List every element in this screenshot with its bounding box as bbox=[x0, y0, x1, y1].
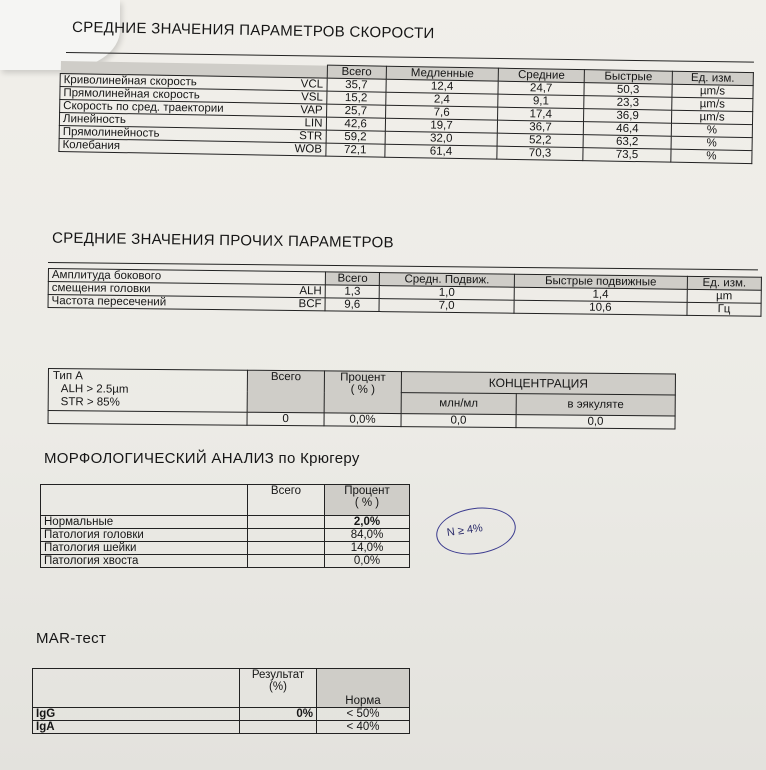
morph-row-value: 84,0% bbox=[325, 529, 410, 542]
typeA-line-3: STR > 85% bbox=[60, 396, 120, 409]
velocity-cell: 35,7 bbox=[326, 78, 386, 92]
other-cell: 10,6 bbox=[514, 300, 687, 315]
other-table bbox=[48, 268, 762, 317]
typeA-header-conc: КОНЦЕНТРАЦИЯ bbox=[401, 372, 675, 395]
typeA-total: 0 bbox=[247, 412, 324, 426]
typeA-conc-ml: 0,0 bbox=[401, 414, 516, 428]
velocity-cell: % bbox=[671, 136, 752, 150]
mar-row-label: IgA bbox=[33, 721, 240, 734]
typeA-criteria bbox=[48, 369, 247, 413]
velocity-row-code: LIN bbox=[304, 117, 323, 130]
mar-header-result: Результат (%) bbox=[240, 669, 317, 708]
velocity-cell: 23,3 bbox=[584, 96, 672, 111]
typeA-header-percent: Процент ( % ) bbox=[324, 371, 401, 414]
morph-row bbox=[41, 529, 410, 542]
mar-row-norm: < 40% bbox=[317, 721, 410, 734]
other-label-top: Амплитуда бокового bbox=[48, 269, 325, 285]
velocity-cell: 12,4 bbox=[386, 79, 498, 94]
velocity-cell: µm/s bbox=[672, 97, 753, 111]
velocity-cell: % bbox=[671, 123, 752, 137]
velocity-row-code: VSL bbox=[301, 91, 323, 104]
other-cell: 9,6 bbox=[325, 298, 380, 312]
morph-row-label: Патология головки bbox=[41, 529, 248, 542]
velocity-cell: 32,0 bbox=[385, 131, 497, 146]
other-title: СРЕДНИЕ ЗНАЧЕНИЯ ПРОЧИХ ПАРАМЕТРОВ bbox=[51, 229, 394, 252]
velocity-row-code: VAP bbox=[300, 104, 323, 117]
other-header-unit: Ед. изм. bbox=[687, 276, 761, 290]
other-row-code: ALH bbox=[299, 285, 322, 298]
typeA-line-2: ALH > 2.5µm bbox=[60, 383, 129, 396]
velocity-row-label: Колебания WOB bbox=[59, 138, 326, 156]
morph-row-label: Патология шейки bbox=[41, 542, 248, 555]
velocity-cell: 59,2 bbox=[326, 130, 386, 144]
morph-row bbox=[41, 516, 410, 529]
velocity-cell: 72,1 bbox=[325, 143, 385, 157]
other-cell: 1,4 bbox=[514, 287, 687, 302]
velocity-cell: 25,7 bbox=[326, 104, 386, 118]
velocity-table bbox=[58, 60, 753, 164]
other-header-medium: Средн. Подвиж. bbox=[380, 273, 515, 288]
velocity-cell: 61,4 bbox=[385, 144, 497, 159]
norm-note: N ≥ 4% bbox=[446, 522, 484, 539]
velocity-cell: 73,5 bbox=[583, 148, 671, 163]
mar-row-norm: < 50% bbox=[317, 708, 410, 721]
mar-row bbox=[33, 721, 410, 734]
velocity-cell: % bbox=[671, 149, 752, 163]
typeA-table bbox=[48, 368, 676, 429]
other-row-label: смещения головки ALH bbox=[48, 282, 325, 298]
velocity-cell: 7,6 bbox=[386, 105, 498, 120]
mar-header-norm: Норма bbox=[317, 669, 410, 708]
velocity-header-fast: Быстрые bbox=[584, 70, 672, 85]
velocity-cell: 36,7 bbox=[497, 120, 583, 134]
velocity-row-label: Линейность LIN bbox=[59, 113, 326, 131]
typeA-header-conc-ml: млн/мл bbox=[401, 393, 516, 415]
other-cell: 1,0 bbox=[380, 286, 515, 301]
velocity-cell: 52,2 bbox=[497, 133, 583, 147]
mar-table bbox=[32, 668, 410, 734]
typeA-percent: 0,0% bbox=[324, 413, 401, 427]
velocity-cell: 50,3 bbox=[584, 83, 672, 98]
morph-row-label: Патология хвоста bbox=[41, 555, 248, 568]
velocity-header-slow: Медленные bbox=[386, 66, 498, 81]
typeA-line-1: Тип А bbox=[52, 370, 84, 383]
velocity-cell: 19,7 bbox=[385, 118, 497, 133]
velocity-row-label: Скорость по сред. траектории VAP bbox=[60, 100, 327, 118]
mar-row-result: 0% bbox=[240, 708, 317, 721]
mar-title: MAR-тест bbox=[36, 630, 107, 647]
morph-row bbox=[41, 555, 410, 568]
velocity-cell: 15,2 bbox=[326, 91, 386, 105]
velocity-cell: 63,2 bbox=[583, 135, 671, 150]
typeA-conc-ejac: 0,0 bbox=[516, 415, 675, 429]
velocity-row-code: STR bbox=[299, 130, 323, 143]
velocity-header-total: Всего bbox=[327, 65, 387, 79]
velocity-cell: µm/s bbox=[672, 84, 753, 98]
other-cell: Гц bbox=[687, 302, 761, 316]
other-cell: 7,0 bbox=[379, 299, 514, 314]
other-row-label: Частота пересечений BCF bbox=[48, 295, 325, 311]
velocity-row-code: VCL bbox=[300, 78, 324, 91]
mar-row bbox=[33, 708, 410, 721]
velocity-cell: 9,1 bbox=[498, 94, 584, 108]
morph-row-label: Нормальные bbox=[41, 516, 248, 529]
velocity-cell: 17,4 bbox=[498, 107, 584, 121]
morph-table bbox=[40, 484, 410, 568]
velocity-row-code: WOB bbox=[294, 143, 323, 156]
velocity-cell: 42,6 bbox=[326, 117, 386, 131]
handwritten-note bbox=[433, 503, 519, 560]
velocity-cell: 36,9 bbox=[584, 109, 672, 124]
morph-row-value: 14,0% bbox=[325, 542, 410, 555]
morph-title: МОРФОЛОГИЧЕСКИЙ АНАЛИЗ по Крюгеру bbox=[44, 450, 360, 467]
velocity-header-medium: Средние bbox=[498, 68, 584, 82]
velocity-cell: 70,3 bbox=[497, 146, 583, 160]
velocity-cell: 24,7 bbox=[498, 81, 584, 95]
mar-row-label: IgG bbox=[33, 708, 240, 721]
other-cell: 1,3 bbox=[325, 285, 380, 299]
velocity-cell: 2,4 bbox=[386, 92, 498, 107]
velocity-title: СРЕДНИЕ ЗНАЧЕНИЯ ПАРАМЕТРОВ СКОРОСТИ bbox=[71, 18, 435, 43]
velocity-cell: µm/s bbox=[671, 110, 752, 124]
morph-header-percent: Процент ( % ) bbox=[325, 485, 410, 516]
velocity-row-label: Прямолинейность STR bbox=[59, 125, 326, 143]
other-cell: µm bbox=[687, 289, 761, 303]
velocity-row-label: Прямолинейная скорость VSL bbox=[60, 87, 327, 105]
typeA-header-conc-ejac: в эякуляте bbox=[516, 394, 675, 416]
morph-row-value: 0,0% bbox=[325, 555, 410, 568]
typeA-header-total: Всего bbox=[247, 370, 324, 413]
mar-row-result bbox=[240, 721, 317, 734]
velocity-row-label: Криволинейная скорость VCL bbox=[60, 74, 327, 92]
morph-header-total: Всего bbox=[248, 485, 325, 516]
other-row-code: BCF bbox=[298, 298, 322, 311]
other-header-fast: Быстрые подвижные bbox=[514, 274, 687, 289]
morph-row-value: 2,0% bbox=[325, 516, 410, 529]
morph-row bbox=[41, 542, 410, 555]
velocity-header-unit: Ед. изм. bbox=[672, 71, 753, 85]
velocity-cell: 46,4 bbox=[583, 122, 671, 137]
other-header-total: Всего bbox=[325, 272, 380, 286]
